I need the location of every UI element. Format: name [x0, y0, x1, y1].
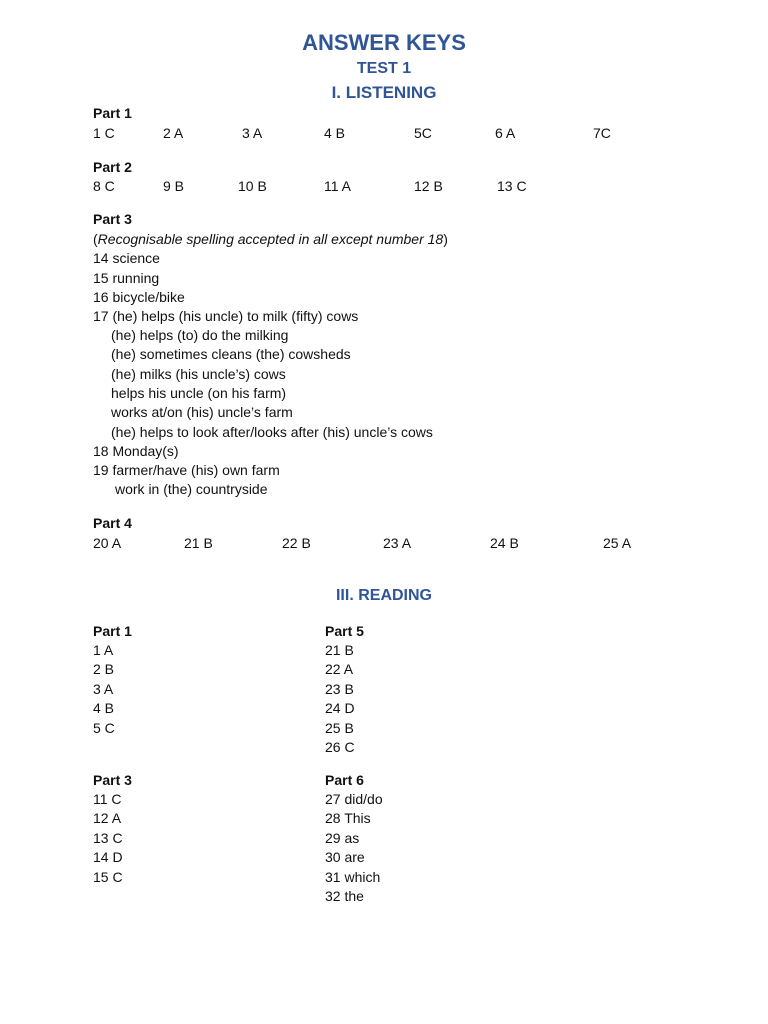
answer-item: 23 B — [325, 681, 354, 697]
answer-item: 23 A — [383, 535, 412, 551]
answer-item: 2 A — [163, 125, 184, 141]
answer-item: 22 A — [325, 661, 354, 677]
answer-item: 13 C — [497, 178, 527, 194]
answer-item: 14 D — [93, 849, 123, 865]
answer-line: 19 farmer/have (his) own farm — [93, 462, 280, 478]
reading-part6-label: Part 6 — [325, 772, 364, 788]
answer-item: 32 the — [325, 888, 364, 904]
answer-item: 2 B — [93, 661, 115, 677]
answer-item: 29 as — [325, 830, 360, 846]
answer-line: helps his uncle (on his farm) — [111, 385, 287, 401]
listening-part3-label: Part 3 — [93, 211, 132, 227]
spelling-note: (Recognisable spelling accepted in all except number 18) — [93, 231, 448, 247]
answer-item: 1 C — [93, 125, 115, 141]
answer-item: 26 C — [325, 739, 355, 755]
answer-item: 25 B — [325, 720, 354, 736]
answer-item: 30 are — [325, 849, 365, 865]
answer-item: 21 B — [325, 642, 354, 658]
answer-item: 8 C — [93, 178, 115, 194]
answer-item: 5C — [414, 125, 432, 141]
answer-item: 12 A — [93, 810, 122, 826]
answer-item: 11 C — [93, 791, 122, 807]
answer-line: (he) sometimes cleans (the) cowsheds — [111, 346, 351, 362]
answer-item: 6 A — [495, 125, 516, 141]
test-number: TEST 1 — [356, 60, 412, 77]
answer-item: 21 B — [184, 535, 213, 551]
reading-part3-label: Part 3 — [93, 772, 132, 788]
answer-item: 24 B — [490, 535, 519, 551]
answer-item: 3 A — [93, 681, 114, 697]
answer-item: 28 This — [325, 810, 371, 826]
answer-item: 4 B — [324, 125, 346, 141]
answer-line: (he) helps to look after/looks after (his) uncle’s cows — [111, 424, 433, 440]
reading-heading: III. READING — [335, 587, 432, 604]
answer-line: (he) helps (to) do the milking — [111, 327, 289, 343]
answer-item: 1 A — [93, 642, 114, 658]
answer-line: works at/on (his) uncle’s farm — [111, 404, 293, 420]
reading-part1-label: Part 1 — [93, 623, 132, 639]
listening-part4-label: Part 4 — [93, 515, 132, 531]
answer-item: 22 B — [282, 535, 311, 551]
answer-item: 24 D — [325, 700, 355, 716]
answer-line: 17 (he) helps (his uncle) to milk (fifty) cows — [93, 308, 359, 324]
answer-item: 9 B — [163, 178, 185, 194]
answer-item: 5 C — [93, 720, 115, 736]
answer-line: work in (the) countryside — [115, 481, 268, 497]
reading-part5-label: Part 5 — [325, 623, 364, 639]
answer-item: 25 A — [603, 535, 632, 551]
answer-item: 15 C — [93, 869, 123, 885]
answer-item: 13 C — [93, 830, 123, 846]
answer-item: 20 A — [93, 535, 122, 551]
answer-item: 12 B — [414, 178, 443, 194]
answer-item: 27 did/do — [325, 791, 383, 807]
answer-line: 14 science — [93, 250, 160, 266]
answer-item: 10 B — [238, 178, 267, 194]
answer-item: 3 A — [242, 125, 263, 141]
answer-line: 16 bicycle/bike — [93, 289, 185, 305]
answer-line: 18 Monday(s) — [93, 443, 179, 459]
answer-line: 15 running — [93, 270, 160, 286]
listening-part2-label: Part 2 — [93, 159, 132, 175]
answer-item: 4 B — [93, 700, 115, 716]
answer-item: 7C — [593, 125, 611, 141]
answer-item: 11 A — [324, 178, 351, 194]
page-title: ANSWER KEYS — [302, 30, 466, 55]
listening-part1-label: Part 1 — [93, 105, 132, 121]
listening-heading: I. LISTENING — [331, 83, 437, 102]
answer-line: (he) milks (his uncle’s) cows — [111, 366, 286, 382]
answer-item: 31 which — [325, 869, 381, 885]
